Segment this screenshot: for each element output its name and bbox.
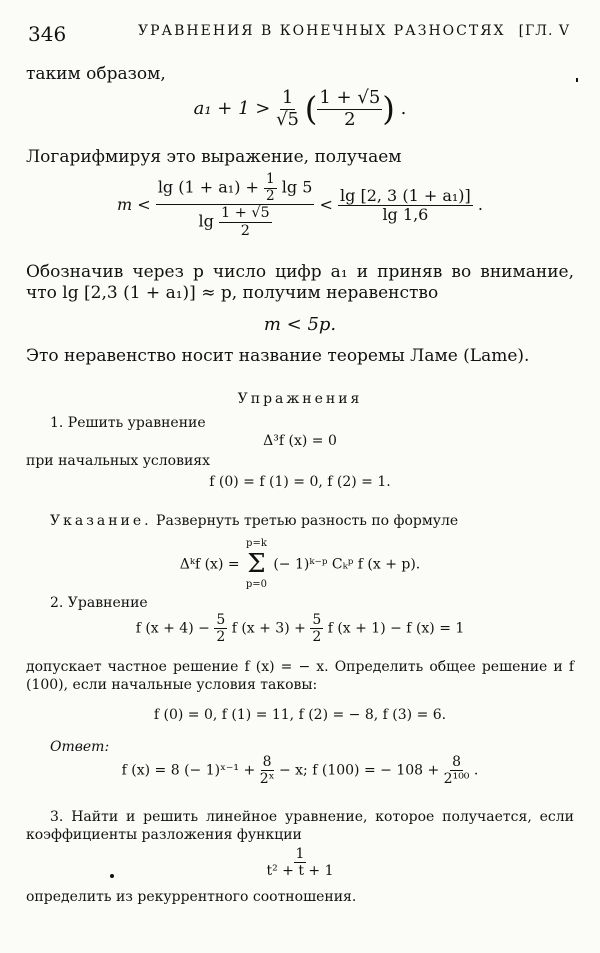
eq1-f2-den: 2 — [344, 108, 356, 130]
ink-dot — [110, 874, 114, 878]
answer-a: f (x) = 8 (− 1)ˣ⁻¹ + — [121, 762, 256, 779]
eq1-fraction-2 — [317, 88, 382, 130]
ex2-frac-1-den: 2 — [216, 629, 226, 646]
paragraph-lame: Это неравенство носит название теоремы Ламе (Lame). — [26, 346, 530, 366]
eq2-half-num: 1 — [266, 171, 275, 187]
ex3-text: 3. Найти и решить линейное уравнение, которое получается, если коэффициенты разложения функции — [26, 809, 574, 843]
ex3-frac-num: 1 — [295, 846, 305, 862]
answer-frac-1 — [260, 754, 275, 787]
eq1-fraction-1 — [276, 88, 299, 130]
ex3-tail: определить из рекуррентного соотношения. — [26, 889, 357, 905]
ex2-eq-b: f (x + 3) + — [231, 620, 306, 637]
chapter-marker: [ГЛ. V — [518, 23, 570, 39]
ex1-equation: Δ³f (x) = 0 — [263, 433, 337, 449]
hint-sum-top: p=k — [246, 538, 267, 549]
answer-frac-1-num: 8 — [262, 754, 272, 770]
ex2-title: 2. Уравнение — [50, 595, 148, 611]
text-line-log: Логарифмируя это выражение, получаем — [26, 147, 402, 167]
ex2-frac-1 — [214, 612, 227, 645]
ex1-conditions: f (0) = f (1) = 0, f (2) = 1. — [209, 474, 391, 490]
running-title: УРАВНЕНИЯ В КОНЕЧНЫХ РАЗНОСТЯХ — [138, 23, 506, 39]
eq2-mid: < — [319, 195, 333, 215]
ex2-frac-2 — [310, 612, 323, 645]
eq1-f1-den: √5 — [276, 108, 299, 130]
eq2-fraction-1 — [156, 172, 315, 239]
eq2-den-f-den: 2 — [240, 222, 250, 239]
eq1-tail: . — [400, 98, 407, 120]
paragraph-denote: Обозначив через p число цифр a₁ и приняв во внимание, что lg [2,3 (1 + a₁)] ≈ p, получим неравенство — [26, 262, 574, 303]
hint-sum-symbol: Σ — [247, 548, 266, 579]
eq2-f2-num: lg [2, 3 (1 + a₁)] — [340, 185, 471, 205]
hint-sum-bottom: p=0 — [245, 579, 268, 591]
answer-frac-2-num: 8 — [452, 754, 461, 770]
hint-equation — [0, 538, 600, 591]
page-number: 346 — [28, 22, 67, 46]
ex2-equation — [0, 612, 600, 645]
ex3-frac-den: t² + t + 1 — [266, 863, 334, 880]
ex2-conditions: f (0) = 0, f (1) = 11, f (2) = − 8, f (3) = 6. — [153, 707, 447, 723]
eq2-den-f-num: 1 + √5 — [220, 205, 270, 222]
page-mark — [576, 78, 578, 82]
ex3-frac — [266, 846, 333, 879]
eq2-fraction-2 — [338, 187, 473, 225]
eq2-num-b: lg 5 — [281, 177, 313, 197]
ex2-eq-a: f (x + 4) − — [135, 620, 210, 637]
hint-eq-lhs: Δᵏf (x) = — [179, 556, 240, 573]
hint — [50, 512, 458, 530]
hint-text: Развернуть третью разность по формуле — [156, 513, 459, 529]
equation-2 — [0, 172, 600, 239]
eq2-numerator — [156, 172, 315, 205]
ex2-frac-2-den: 2 — [312, 629, 322, 646]
equation-1: a₁ + 1 > $\frac{1}{√5}$ ( $\frac{1 + √5}{2}$ ) . — [193, 87, 407, 130]
equation-3: m < 5p. — [263, 314, 337, 335]
eq2-num-a: lg (1 + a₁) + — [157, 177, 259, 197]
text-line-thus: таким образом, — [26, 64, 166, 84]
eq1-f1-num: 1 — [281, 87, 294, 108]
eq2-denominator — [199, 205, 272, 239]
eq2-half-den: 2 — [266, 187, 275, 204]
hint-label: Указание. — [50, 513, 152, 529]
eq2-den-a: lg — [198, 211, 214, 231]
eq1-lhs: a₁ + 1 > — [193, 98, 271, 120]
eq2-tail: . — [477, 195, 483, 215]
eq2-f2-den: lg 1,6 — [382, 205, 429, 225]
eq2-den-fraction — [219, 205, 272, 239]
eq2-half — [264, 172, 277, 204]
ex1-title: 1. Решить уравнение — [50, 415, 206, 431]
answer-frac-2-den: 2¹⁰⁰ — [443, 771, 470, 788]
ex2-text: допускает частное решение f (x) = − x. Определить общее решение и f (100), если начальные условия таковы: — [26, 659, 574, 693]
answer-tail: . — [473, 762, 479, 779]
ex2-frac-2-num: 5 — [312, 612, 322, 628]
hint-eq-rhs: (− 1)ᵏ⁻ᵖ Cₖᵖ f (x + p). — [273, 556, 421, 573]
answer-equation — [0, 754, 600, 787]
ex2-frac-1-num: 5 — [216, 612, 226, 628]
hint-sum — [244, 538, 269, 591]
answer-b: − x; f (100) = − 108 + — [278, 762, 440, 779]
ex3-fraction — [0, 846, 600, 879]
eq1-f2-num: 1 + √5 — [319, 87, 381, 108]
ex1-cond-label: при начальных условиях — [26, 453, 211, 469]
answer-label: Ответ: — [50, 739, 110, 755]
exercises-heading: Упражнения — [237, 391, 363, 407]
ex2-eq-c: f (x + 1) − f (x) = 1 — [327, 620, 465, 637]
answer-frac-2 — [444, 754, 470, 787]
eq2-lhs: m < — [117, 195, 151, 215]
answer-frac-1-den: 2ˣ — [259, 771, 275, 788]
